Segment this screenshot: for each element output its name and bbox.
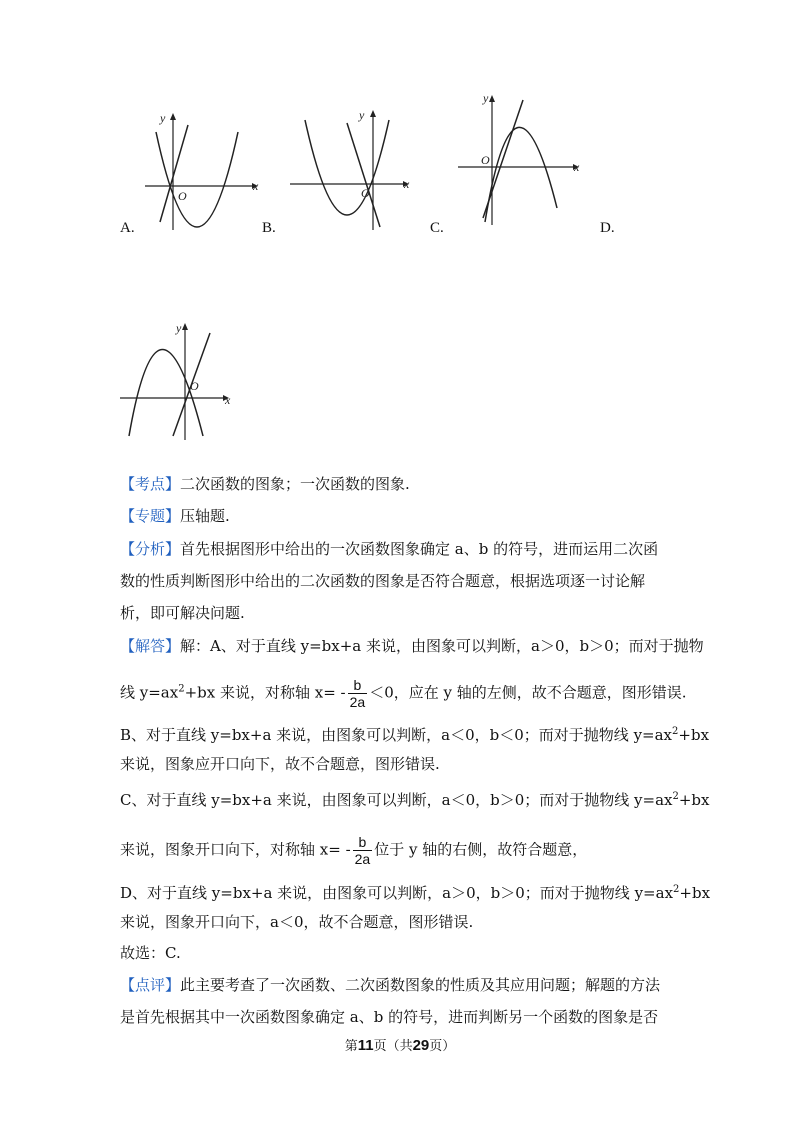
kaodian-text: 二次函数的图象；一次函数的图象. bbox=[180, 475, 410, 493]
option-a-label: A. bbox=[120, 220, 135, 236]
jieda-tag: 【解答】 bbox=[120, 637, 181, 655]
jieda-a-post: ＜0，应在 y 轴的左侧，故不合题意，图形错误. bbox=[369, 683, 687, 702]
y-axis-label: y bbox=[160, 111, 166, 125]
page-footer bbox=[0, 1035, 800, 1054]
x-axis-label: x bbox=[253, 179, 259, 193]
fraction-denominator: 2a bbox=[349, 694, 366, 710]
x-axis-label: x bbox=[574, 160, 580, 174]
jieda-text-1: 解：A、对于直线 y=bx+a 来说，由图象可以判断，a＞0，b＞0；而对于抛物 bbox=[180, 637, 704, 655]
option-d-label: D. bbox=[600, 220, 615, 236]
jieda-line-1 bbox=[120, 636, 704, 656]
y-axis-label: y bbox=[176, 321, 182, 335]
fraction-b-over-2a bbox=[353, 834, 373, 867]
jieda-d-line-1 bbox=[120, 880, 710, 903]
kaodian-line bbox=[120, 474, 410, 494]
graph-option-c bbox=[455, 90, 585, 230]
answer-line: 故选：C. bbox=[120, 944, 181, 962]
fraction-b-over-2a bbox=[348, 677, 368, 710]
fenxi-line-3: 析，即可解决问题. bbox=[120, 604, 245, 622]
jieda-d-pre: D、对于直线 y=bx+a 来说，由图象可以判断，a＞0，b＞0；而对于抛物线 y=ax bbox=[120, 884, 674, 902]
jieda-c2-post: 位于 y 轴的右侧，故符合题意， bbox=[374, 840, 588, 859]
fraction-numerator: b bbox=[353, 834, 373, 851]
jieda-line-2 bbox=[120, 677, 687, 710]
footer-page-number: 11 bbox=[357, 1037, 374, 1054]
jieda-a-mid: +bx 来说，对称轴 x= - bbox=[184, 683, 346, 702]
x-axis-label: x bbox=[404, 177, 410, 191]
superscript: 2 bbox=[178, 683, 185, 695]
fenxi-tag: 【分析】 bbox=[120, 540, 181, 558]
fenxi-line-2: 数的性质判断图形中给出的二次函数的图象是否符合题意，根据选项逐一讨论解 bbox=[120, 572, 646, 590]
dianping-text-1: 此主要考查了一次函数、二次函数图象的性质及其应用问题；解题的方法 bbox=[180, 976, 661, 994]
origin-label: O bbox=[481, 153, 490, 167]
y-axis-label: y bbox=[483, 91, 489, 105]
jieda-c-line-2 bbox=[120, 834, 587, 867]
option-c-label: C. bbox=[430, 220, 444, 236]
zhuanti-line bbox=[120, 506, 230, 526]
x-axis-label: x bbox=[225, 393, 231, 407]
jieda-b-post: +bx bbox=[678, 726, 710, 744]
fenxi-line-1 bbox=[120, 539, 658, 559]
jieda-a-pre: 线 y=ax bbox=[120, 683, 179, 702]
jieda-c2-pre: 来说，图象开口向下，对称轴 x= - bbox=[120, 840, 351, 859]
superscript: 2 bbox=[672, 726, 679, 737]
origin-label: O bbox=[190, 379, 199, 393]
superscript: 2 bbox=[672, 791, 679, 802]
footer-pre: 第 bbox=[344, 1039, 358, 1054]
graph-option-a bbox=[140, 110, 260, 235]
jieda-c-post: +bx bbox=[678, 791, 710, 809]
kaodian-tag: 【考点】 bbox=[120, 475, 181, 493]
fraction-numerator: b bbox=[348, 677, 368, 694]
zhuanti-text: 压轴题. bbox=[180, 507, 230, 525]
fenxi-text-1: 首先根据图形中给出的一次函数图象确定 a、b 的符号，进而运用二次函 bbox=[180, 540, 659, 558]
footer-mid: 页（共 bbox=[373, 1039, 413, 1054]
jieda-d-line-2: 来说，图象开口向下，a＜0，故不合题意，图形错误. bbox=[120, 913, 474, 931]
footer-total-pages: 29 bbox=[412, 1037, 430, 1054]
jieda-c-pre: C、对于直线 y=bx+a 来说，由图象可以判断，a＜0，b＞0；而对于抛物线 y=ax bbox=[120, 791, 673, 809]
superscript: 2 bbox=[673, 884, 680, 895]
zhuanti-tag: 【专题】 bbox=[120, 507, 181, 525]
graph-option-b bbox=[285, 105, 415, 235]
jieda-b-pre: B、对于直线 y=bx+a 来说，由图象可以判断，a＜0，b＜0；而对于抛物线 y=ax bbox=[120, 726, 673, 744]
jieda-c-line-1 bbox=[120, 787, 710, 810]
graph-option-d bbox=[115, 318, 240, 443]
dianping-line-1 bbox=[120, 975, 660, 995]
y-axis-label: y bbox=[359, 108, 365, 122]
fraction-denominator: 2a bbox=[354, 851, 371, 867]
origin-label: O bbox=[361, 186, 370, 200]
dianping-line-2: 是首先根据其中一次函数图象确定 a、b 的符号，进而判断另一个函数的图象是否 bbox=[120, 1008, 659, 1026]
dianping-tag: 【点评】 bbox=[120, 976, 181, 994]
jieda-b-line-1 bbox=[120, 722, 709, 745]
origin-label: O bbox=[178, 189, 187, 203]
jieda-d-post: +bx bbox=[679, 884, 711, 902]
footer-post: 页） bbox=[429, 1039, 456, 1054]
jieda-b-line-2: 来说，图象应开口向下，故不合题意，图形错误. bbox=[120, 755, 440, 773]
option-b-label: B. bbox=[262, 220, 276, 236]
